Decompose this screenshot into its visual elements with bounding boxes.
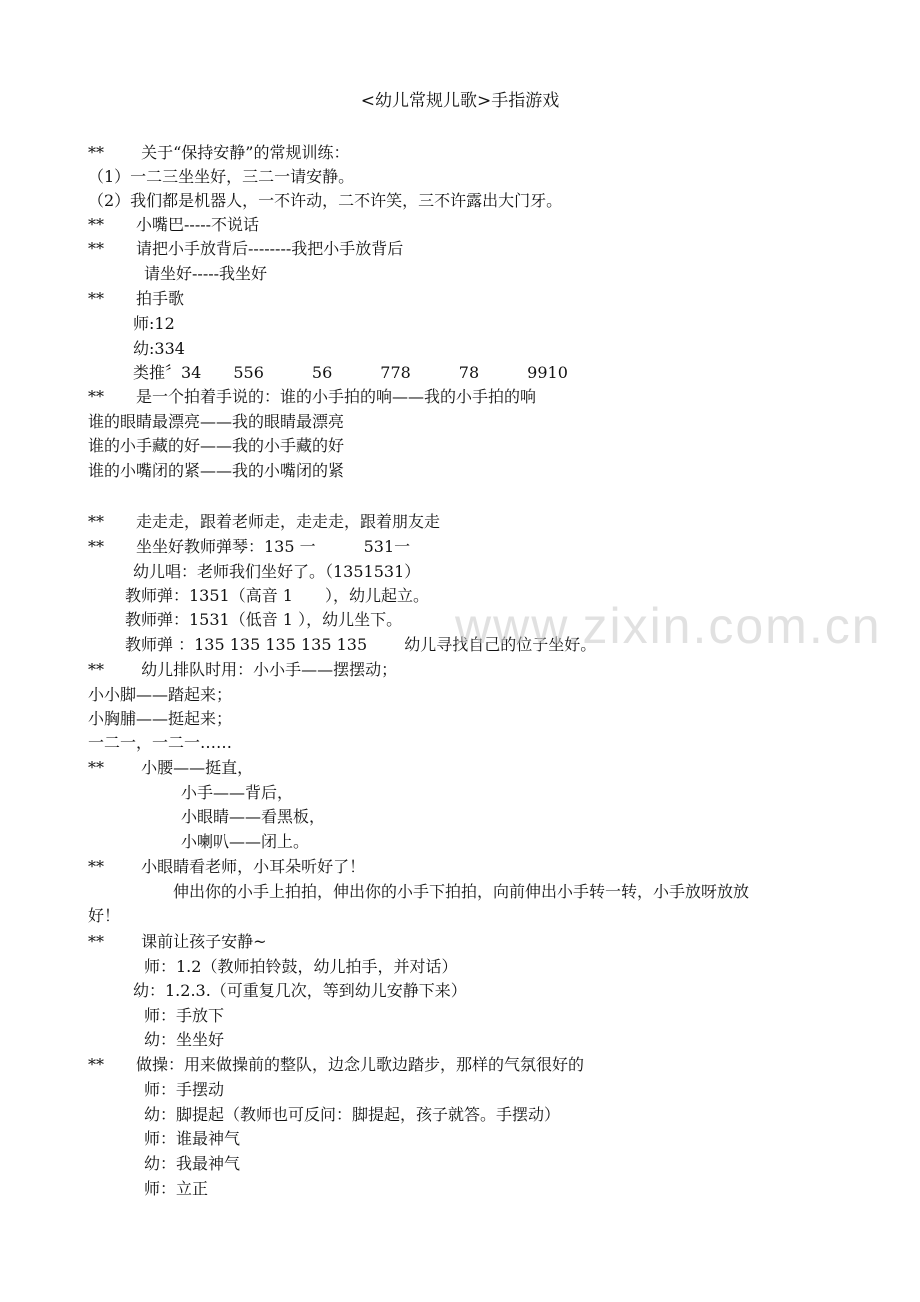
text-line: 谁的小嘴闭的紧——我的小嘴闭的紧 [88, 461, 345, 480]
text-line: 谁的眼睛最漂亮——我的眼睛最漂亮 [88, 412, 345, 431]
document-title: <幼儿常规儿歌>手指游戏 [360, 91, 560, 111]
watermark: www.zixin.com.cn [455, 598, 882, 654]
text-line: ** 关于“保持安静”的常规训练： [88, 143, 350, 162]
text-line: 谁的小手藏的好——我的小手藏的好 [88, 436, 345, 455]
text-line: 小胸脯——挺起来； [88, 709, 233, 728]
text-line: 幼：脚提起（教师也可反问：脚提起，孩子就答。手摆动） [144, 1105, 561, 1124]
text-line: 幼:334 [133, 339, 185, 358]
text-line: 幼：坐坐好 [144, 1030, 225, 1049]
text-line: ** 坐坐好教师弹琴：135 一 531一 [88, 537, 411, 556]
text-line: ** 小眼睛看老师，小耳朵听好了！ [88, 857, 366, 876]
text-line: ** 请把小手放背后--------我把小手放背后 [88, 239, 404, 258]
text-line: 伸出你的小手上拍拍，伸出你的小手下拍拍，向前伸出小手转一转，小手放呀放放 [173, 882, 750, 901]
text-line: 小手——背后， [181, 783, 294, 802]
text-line: 师：1.2（教师拍铃鼓，幼儿拍手，并对话） [144, 957, 458, 976]
text-line: ** 拍手歌 [88, 289, 185, 308]
text-line: ** 课前让孩子安静~ [88, 932, 267, 951]
text-line: 教师弹：1351（高音 1 ），幼儿起立。 [125, 586, 429, 605]
text-line: ** 小腰——挺直， [88, 758, 254, 777]
text-line: 小喇叭——闭上。 [181, 832, 310, 851]
text-line: 师：谁最神气 [144, 1129, 241, 1148]
text-line: ** 幼儿排队时用：小小手——摆摆动； [88, 660, 398, 679]
text-line: 小眼睛——看黑板， [181, 807, 326, 826]
text-line: 幼儿唱：老师我们坐好了。（1351531） [133, 562, 421, 581]
text-line: 好！ [88, 906, 121, 925]
text-line: 小小脚——踏起来； [88, 685, 233, 704]
text-line: ** 走走走，跟着老师走，走走走，跟着朋友走 [88, 512, 441, 531]
text-line: 师：手摆动 [144, 1080, 225, 1099]
text-line: ** 是一个拍着手说的：谁的小手拍的响——我的小手拍的响 [88, 387, 537, 406]
text-line: ** 小嘴巴-----不说话 [88, 215, 260, 234]
text-line: （2）我们都是机器人，一不许动，二不许笑，三不许露出大门牙。 [88, 191, 563, 210]
text-line: 幼：我最神气 [144, 1154, 241, 1173]
text-line: ** 做操：用来做操前的整队，边念儿歌边踏步，那样的气氛很好的 [88, 1055, 585, 1074]
text-line: 师：立正 [144, 1179, 209, 1198]
text-line: 师:12 [133, 314, 175, 333]
text-line: （1）一二三坐坐好，三二一请安静。 [88, 167, 355, 186]
text-line: 教师弹：1531（低音 1 ），幼儿坐下。 [125, 610, 403, 629]
text-line: 幼：1.2.3.（可重复几次，等到幼儿安静下来） [133, 981, 467, 1000]
text-line: 师：手放下 [144, 1006, 225, 1025]
text-line: 请坐好-----我坐好 [144, 264, 268, 283]
text-line: 一二一，一二一…… [88, 733, 233, 752]
text-line: 类推〞34 556 56 778 78 9910 [133, 363, 568, 382]
text-line: 教师弹 ：135 135 135 135 135 幼儿寻找自己的位子坐好。 [125, 635, 597, 654]
